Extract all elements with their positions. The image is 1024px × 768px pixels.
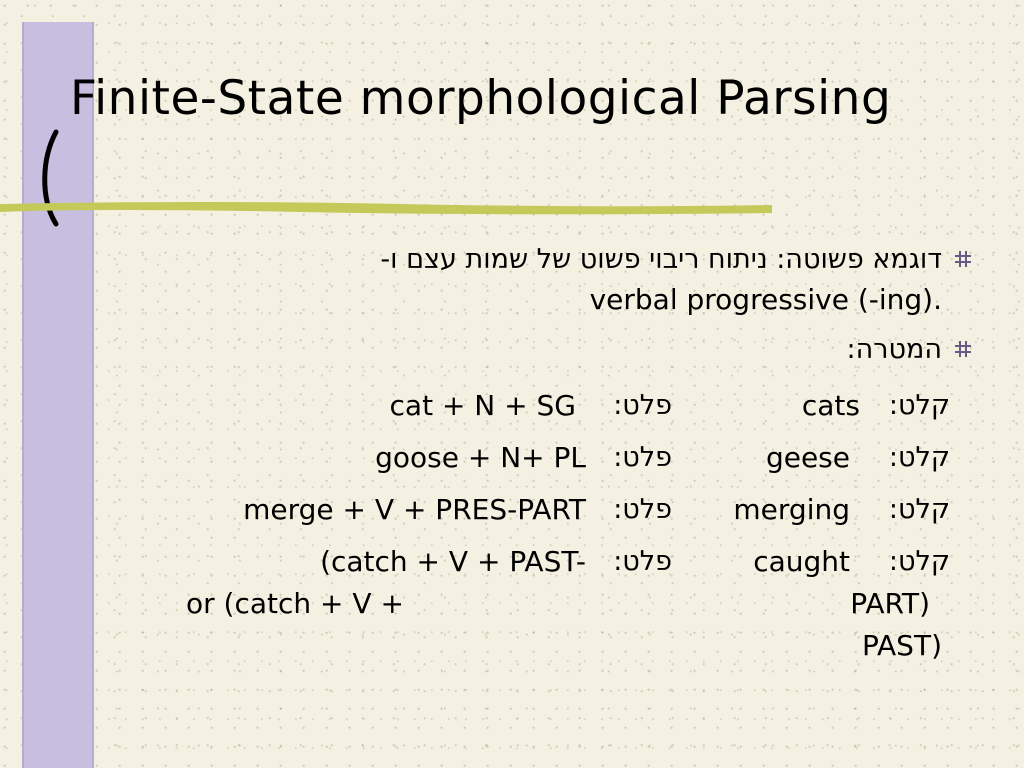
bullet-1-english-line: verbal progressive (-ing). [589,283,942,316]
row-3-input-word: merging [733,493,850,526]
row-4-alternative-analysis: or (catch + V + [186,587,404,620]
bullet-1-hebrew-line: דוגמא פשוטה: ניתוח ריבוי פשוט של שמות עצם ו- [380,244,942,275]
row-2-input-word: geese [765,441,850,474]
row-3-output-label: פלט: [613,494,672,525]
row-1-input-label: קלט: [888,390,950,421]
row-2-output-label: פלט: [613,442,672,473]
row-4-wrap-past: PAST) [861,629,942,662]
row-1-output-label: פלט: [613,390,672,421]
pound-bullet-icon [954,250,972,268]
green-underline-stroke [0,196,772,218]
bullet-2-goal-label: המטרה: [846,334,942,365]
row-1-input-word: cats [801,389,860,422]
row-1-output-analysis: cat + N + SG [389,389,576,422]
row-2-output-analysis: goose + N+ PL [375,441,586,474]
row-4-input-label: קלט: [888,546,950,577]
row-3-output-analysis: merge + V + PRES-PART [243,493,586,526]
row-4-wrap-part: PART) [850,587,930,620]
row-4-input-word: caught [753,545,850,578]
row-4-output-analysis: (catch + V + PAST- [320,545,586,578]
row-2-input-label: קלט: [888,442,950,473]
pound-bullet-icon [954,340,972,358]
slide-title: Finite-State morphological Parsing [70,71,892,126]
row-4-output-label: פלט: [613,546,672,577]
row-3-input-label: קלט: [888,494,950,525]
